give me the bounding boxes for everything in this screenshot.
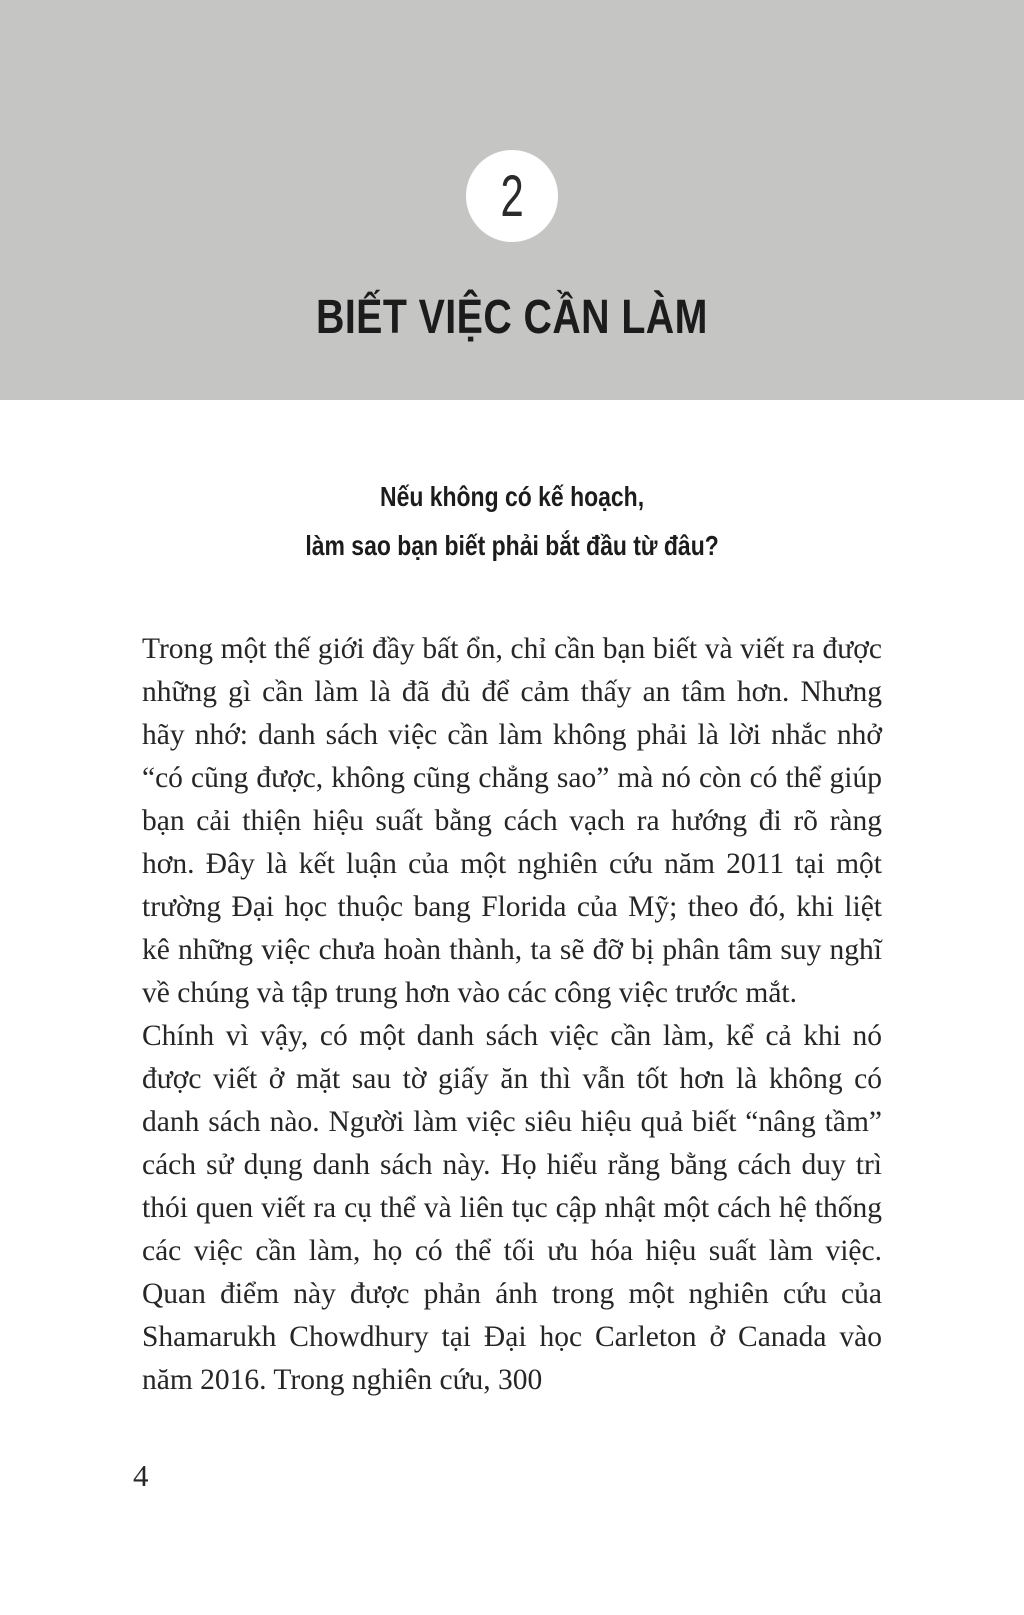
chapter-header bbox=[0, 0, 1024, 400]
epigraph-line-text: Nếu không có kế hoạch, bbox=[379, 481, 645, 512]
body-paragraph: Chính vì vậy, có một danh sách việc cần làm, kể cả khi nó được viết ở mặt sau tờ giấy ăn thì vẫn tốt hơn là không có danh sách nào. Người làm việc siêu hiệu quả biết “nâng tầm” cách sử dụng danh sách này. Họ hiểu rằng bằng cách duy trì thói quen viết ra cụ thể và liên tục cập nhật một cách hệ thống các việc cần làm, họ có thể tối ưu hóa hiệu suất làm việc. Quan điểm này được phản ánh trong một nghiên cứu của Shamarukh Chowdhury tại Đại học Carleton ở Canada vào năm 2016. Trong nghiên cứu, 300 bbox=[142, 1020, 882, 1396]
chapter-number: 2 bbox=[500, 163, 524, 229]
epigraph bbox=[142, 472, 882, 570]
epigraph-line bbox=[142, 472, 882, 521]
chapter-number-badge bbox=[466, 150, 558, 242]
chapter-title bbox=[0, 290, 1024, 345]
epigraph-line-text: làm sao bạn biết phải bắt đầu từ đâu? bbox=[305, 530, 719, 561]
chapter-title-text: BIẾT VIỆC CẦN LÀM bbox=[316, 291, 708, 344]
page-content bbox=[142, 472, 882, 1402]
epigraph-line bbox=[142, 521, 882, 570]
page-number: 4 bbox=[133, 1458, 149, 1493]
body-paragraph: Trong một thế giới đầy bất ổn, chỉ cần bạn biết và viết ra được những gì cần làm là đã đủ để cảm thấy an tâm hơn. Nhưng hãy nhớ: danh sách việc cần làm không phải là lời nhắc nhở “có cũng được, không cũng chẳng sao” mà nó còn có thể giúp bạn cải thiện hiệu suất bằng cách vạch ra hướng đi rõ ràng hơn. Đây là kết luận của một nghiên cứu năm 2011 tại một trường Đại học thuộc bang Florida của Mỹ; theo đó, khi liệt kê những việc chưa hoàn thành, ta sẽ đỡ bị phân tâm suy nghĩ về chúng và tập trung hơn vào các công việc trước mắt. bbox=[142, 633, 882, 1009]
